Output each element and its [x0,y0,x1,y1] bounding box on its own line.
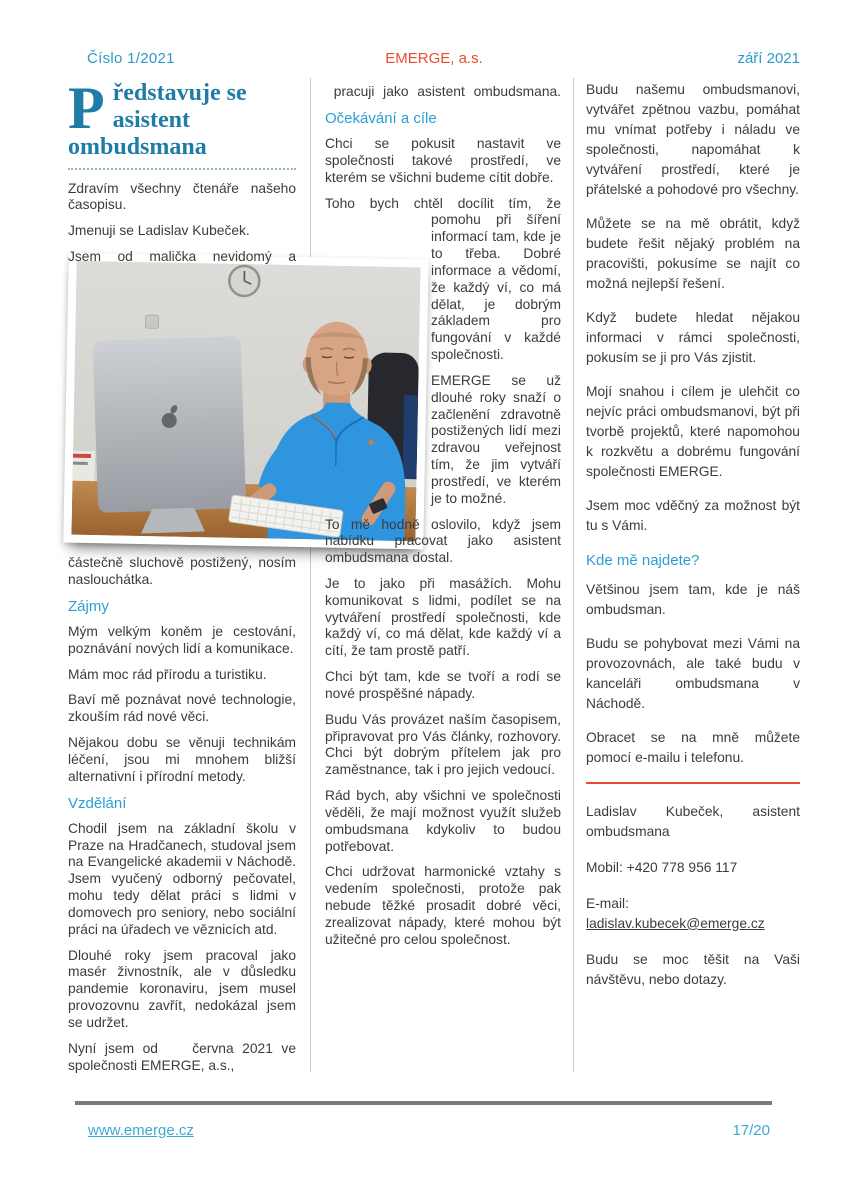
paragraph: Budu se pohybovat mezi Vámi na provozovnách, ale také budu v kanceláři ombudsmana v Náchodě. [586,635,800,711]
paragraph: Mojí snahou i cílem je ulehčit co nejvíc práci ombudsmanovi, být při tvorbě projektů, které napomohou k rozkvětu a dobrému fungování společnosti EMERGE. [586,384,800,479]
page-number: 17/20 [732,1122,770,1139]
paragraph: pomohu při šíření informací tam, kde je to třeba. Dobré informace a vědomí, že každý ví, co má dělat, je dobrým základem pro fungování v každé společnosti. [431,212,561,363]
paragraph: Mým velkým koněm je cestování, poznávání nových lidí a komunikace. [68,623,296,656]
paragraph: částečně sluchově postižený, nosím naslouchátka. [68,554,296,587]
paragraph: Nějakou dobu se věnuji technikám léčení, jsou mi mnohem bližší alternativní i přírodní metody. [68,735,296,784]
paragraph: Můžete se na mě obrátit, když budete řešit nějaký problém na pracovišti, pokusíme se najít co možná nejlepší řešení. [586,216,800,291]
email-link[interactable]: ladislav.kubecek@emerge.cz [586,915,765,931]
footer [88,1122,770,1139]
contact-block [586,802,800,990]
section-heading-education: Vzdělání [68,794,127,812]
paragraph: Dlouhé roky jsem pracoval jako masér živnostník, ale v důsledku pandemie koronaviru, jsem musel provozovnu zavřít, nedokázal jsem se udržet. [68,947,296,1030]
masthead [68,50,800,67]
footer-divider [75,1101,772,1105]
paragraph: Chci udržovat harmonické vztahy s vedením společnosti, protože pak nebude těžké prosadit dobré věci, zrealizovat nápady, které mohou být užitečné pro celou společnost. [325,864,561,947]
paragraph: Mám moc rád přírodu a turistiku. [68,666,267,682]
paragraph: Chci být tam, kde se tvoří a rodí se nové prospěšné nápady. [325,669,561,701]
company-name: EMERGE, a.s. [385,50,483,67]
page-title-text: ředstavuje se asistent ombudsmana [68,80,247,160]
contact-email [586,894,800,934]
photo-flow-gap [68,275,296,555]
column-right [586,80,800,1006]
paragraph: Budu Vás provázet naším časopisem, připravovat pro Vás články, rozhovory. Chci být dobrým přítelem jak pro zaměstnance, tak i pro jejich vedoucí. [325,711,561,778]
paragraph: Jsem od malička nevidomý a [68,249,296,265]
paragraph: Toho bych chtěl docílit tím, že [325,195,561,211]
paragraph: Je to jako při masážích. Mohu komunikovat s lidmi, podílet se na vytváření prostředí společnosti, kde každý ví, co má dělat, kde každý ví a cítí, že tam prostě patří. [325,576,561,659]
contact-mobile: Mobil: +420 778 956 117 [586,859,738,875]
paragraph: Budu našemu ombudsmanovi, vytvářet zpětnou vazbu, pomáhat mu vnímat potřeby i náladu ve společnosti, napomáhat k vytváření prostředí, které je přátelské a pohodové pro všechny. [586,82,800,197]
paragraph: To mě hodně oslovilo, když jsem nabídku pracovat jako asistent ombudsmana dostal. [325,516,561,566]
column-divider-right [573,78,574,1072]
paragraph: EMERGE se už dlouhé roky snaží o začlenění zdravotně postižených lidí mezi zdravou veřejnost tím, že jim vytváří prostředí, ve kterém je to možné. [431,372,561,506]
paragraph: Jmenuji se Ladislav Kubeček. [68,223,250,239]
page-title [68,75,296,161]
paragraph: Zdravím všechny čtenáře našeho časopisu. [68,180,296,213]
photo-wrap-spacer [325,212,431,514]
paragraph: Chodil jsem na základní školu v Praze na Hradčanech, studoval jsem na Evangelické akademii v Náchodě. Jsem vyučený odborný pečovatel, mohu tedy dělat práci s lidmi v domovech pro seniory, nebo sociální práci na úřadech ve věznicích atd. [68,820,296,937]
paragraph: Jsem moc vděčný za možnost být tu s Vámi. [586,498,800,533]
paragraph: Chci se pokusit nastavit ve společnosti takové prostředí, ve kterém se všichni budeme cítit dobře. [325,136,561,185]
paragraph: Když budete hledat nějakou informaci v rámci společnosti, pokusím se ji pro Vás zjistit. [586,310,800,365]
paragraph: Baví mě poznávat nové technologie, zkouším rád nové věci. [68,692,296,725]
column-left [68,75,296,1083]
section-heading-goals: Očekávání a cíle [325,109,437,127]
issue-number: Číslo 1/2021 [87,50,175,67]
section-heading-where: Kde mě najdete? [586,552,700,569]
issue-date: září 2021 [737,50,800,67]
paragraph: Obracet se na mně můžete pomocí e-mailu i telefonu. [586,729,800,765]
dotted-divider [68,168,296,170]
paragraph: Nyní jsem od června 2021 ve společnosti EMERGE, a.s., [68,1040,296,1073]
website-link[interactable]: www.emerge.cz [88,1122,194,1139]
closing-paragraph: Budu se moc těšit na Vaši návštěvu, nebo dotazy. [586,951,800,987]
red-divider [586,782,800,784]
section-heading-interests: Zájmy [68,597,109,615]
paragraph: Rád bych, aby všichni ve společnosti věděli, že mají možnost využít služeb ombudsmana kdykoliv to budou potřebovat. [325,788,561,854]
contact-signature: Ladislav Kubeček, asistent ombudsmana [586,803,800,839]
paragraph: pracuji jako asistent ombudsmana. [325,84,561,99]
dropcap-letter: P [68,75,105,141]
column-divider-left [310,78,311,1072]
email-label: E-mail: [586,895,629,911]
column-middle [325,84,561,958]
paragraph: Většinou jsem tam, kde je náš ombudsman. [586,581,800,617]
